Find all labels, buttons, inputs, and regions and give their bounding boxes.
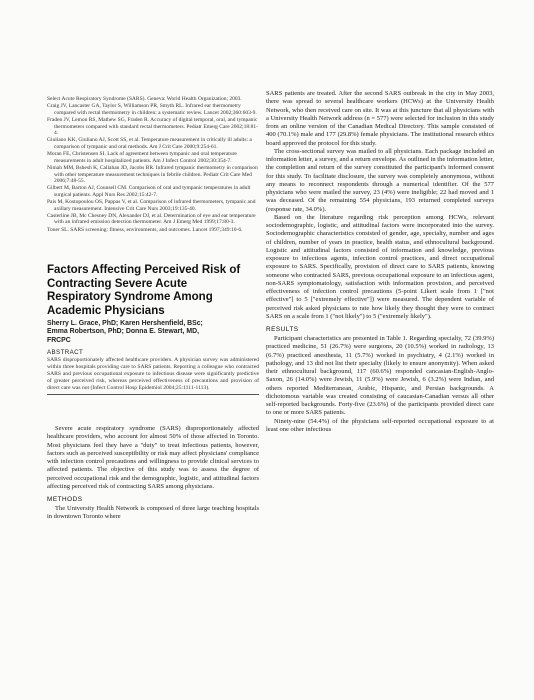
author-name: Emma Robertson, PhD;: [47, 328, 126, 336]
author-name: Donna E. Stewart, MD,: [125, 328, 200, 336]
intro-paragraph: Severe acute respiratory syndrome (SARS) disproportionately affected healthcare providers, who account for almost 50% of those affected in Toronto. Most physicians feel they have a "duty" to treat infectious patients, however, factors such as perceived susceptibility or risk may affect physicians' compliance with infection control precautions and willingness to provide clinical services to affected patients. The objective of this study was to assess the degree of perceived occupational risk and the demographic, logistic, and attitudinal factors affecting perceived risk of contracting SARS among physicians.: [47, 425, 259, 490]
methods-paragraph: Based on the literature regarding risk perception among HCWs, relevant sociodemographic, logistic, and attitudinal factors were incorporated into the survey. Sociodemographic characteristics consisted of gender, age, specialty, number and ages of children, number of years in practice, health status, and ethnocultural background. Logistic and attitudinal factors consisted of information and knowledge, previous exposure to infectious agents, infection control practices, and direct occupational exposure to SARS. Specifically, provision of direct care to SARS patients, knowing someone who contracted SARS, previous occupational exposure to an infectious agent, non-SARS symptomatology, satisfaction with information provision, and perceived effectiveness of infection control precautions (5-point Likert scale from 1 ["not effective"] to 5 ["extremely effective"]) were measured. The dependent variable of perceived risk asked physicians to rate how likely they thought they were to contract SARS on a scale from 1 ("not likely") to 5 ("extremely likely").: [266, 213, 494, 320]
results-heading: RESULTS: [266, 326, 299, 333]
author-list: [47, 320, 267, 345]
reference-list: [47, 96, 259, 233]
reference-item: Giuliano KK, Giuliano AJ, Scott SS, et al. Temperature measurement in critically ill adults: a comparison of tympanic and oral methods. Am J Crit Care 2000;9:254-61.: [47, 137, 252, 150]
reference-item: Fraden JV, Lemon RS, Mathew SG, Fraden R. Accuracy of digital temporal, oral, and tympanic thermometers compared with standard rectal thermometers. Pediatr Emerg Care 2002;18:81-4.: [47, 116, 258, 137]
reference-item: Nimah MM, Bshesh K, Callahan JD, Jacobs BR. Infrared tympanic thermometry in comparison with other temperature measurement techniques in febrile children. Pediatr Crit Care Med 2006;7:48-55.: [47, 164, 258, 185]
author-line: Sherry L. Grace, PhD; Karen Hershenfield, BSc;: [47, 320, 203, 327]
methods-paragraph: SARS patients are treated. After the second SARS outbreak in the city in May 2003, there was spread to several healthcare workers (HCWs) at the University Health Network, who then received care on site. It was at this juncture that all physicians with a University Health Network address (n = 577) were selected for inclusion in this study from an online version of the Canadian Medical Directory. This sample consisted of 400 (70.1%) male and 177 (29.8%) female physicians. The institutional research ethics board approved the protocol for this study.: [266, 90, 494, 147]
methods-heading: METHODS: [47, 496, 83, 503]
reference-item: Toner SL. SARS screening: fitness, environments, and outcomes. Lancet 1997;349:10-6.: [47, 226, 243, 233]
reference-item: Craig JV, Lancaster GA, Taylor S, Williamson PR, Smyth RL. Infrared ear thermometry compared with rectal thermometry in children: a systematic review. Lancet 2002;360:603-9.: [47, 103, 257, 116]
results-paragraph: Ninety-nine (54.4%) of the physicians self-reported occupational exposure to at least one other infectious: [266, 417, 494, 433]
reference-list-column: [47, 96, 259, 234]
author-line: [47, 328, 267, 336]
reference-item: Moran FE, Christensen SI. Lack of agreement between tympanic and oral temperature measurements in adult hospitalized patients. Am J Infect Control 2002;30:354-7.: [47, 151, 237, 164]
methods-paragraph: The cross-sectional survey was mailed to all physicians. Each package included an information letter, a survey, and a return envelope. As outlined in the information letter, the completion and return of the survey constituted the participant's informed consent for this study. To facilitate disclosure, the survey was completely anonymous, without any means to reconnect respondents through a numerical identifier. Of the 577 physicians who were mailed the survey, 23 (4%) were ineligible; 22 had moved and 1 was deceased. Of the remaining 554 physicians, 193 returned completed surveys (response rate, 34.0%).: [266, 147, 494, 213]
reference-item: Pais M, Kostopoulou OS, Pappas V, et al. Comparison of infrared thermometers, tympanic and axillary measurement. Intensive Crit Care Nurs 2003;19:135-40.: [47, 199, 256, 212]
author-line: FRCPC: [47, 336, 71, 344]
reference-item: Casterline JB, Mc Chesney DN, Alexander DJ, et al. Determination of eye and ear temperature with an infrared emission detection thermometer. Am J Emerg Med 1999;17:80-3.: [47, 212, 256, 226]
abstract-text: SARS disproportionately affected healthcare providers. A physician survey was administered within three hospitals providing care to SARS patients. Reporting a colleague who contracted SARS and previous occupational exposure to infectious disease were significantly predictive of greater perceived risk, whereas perceived effectiveness of precautions and provision of direct care was not (Infect Control Hosp Epidemiol 2004;25:1111-1113).: [47, 357, 259, 395]
reference-item: Gilbert M, Barton AJ, Counsell CM. Comparison of oral and tympanic temperatures in adult surgical patients. Appl Nurs Res 2002;15:42-7.: [47, 185, 251, 198]
reference-item: Select Acute Respiratory Syndrome (SARS). Geneva: World Health Organization; 2003.: [47, 96, 242, 102]
abstract-heading: ABSTRACT: [47, 349, 84, 356]
left-body-column: [47, 425, 259, 522]
right-body-column: [266, 90, 494, 434]
results-paragraph: Participant characteristics are presented in Table 1. Regarding specialty, 72 (39.9%) practiced medicine, 51 (26.7%) were surgeons, 20 (10.5%) worked in radiology, 13 (6.7%) practiced anesthesia, 11 (5.7%) worked in psychiatry, 4 (2.1%) worked in pathology, and 13 did not list their specialty (likely to ensure anonymity). When asked their ethnocultural background, 117 (60.6%) responded cancasian-English-Anglo-Saxon, 26 (14.0%) were Jewish, 11 (5.9%) were Jewish, 6 (3.2%) were Indian, and others reported Mediterranean, Arabic, Hispanic, and Persian backgrounds. A dichotomous variable was created consisting of caucasian-Canadian versus all other self-reported backgrounds. Forty-five (23.6%) of the participants provided direct care to one or more SARS patients.: [266, 335, 494, 417]
methods-paragraph: The University Health Network is composed of three large teaching hospitals in downtown Toronto where: [47, 505, 259, 521]
article-title: Factors Affecting Perceived Risk of Contracting Severe Acute Respiratory Syndrome Among Academic Physicians: [47, 264, 241, 317]
